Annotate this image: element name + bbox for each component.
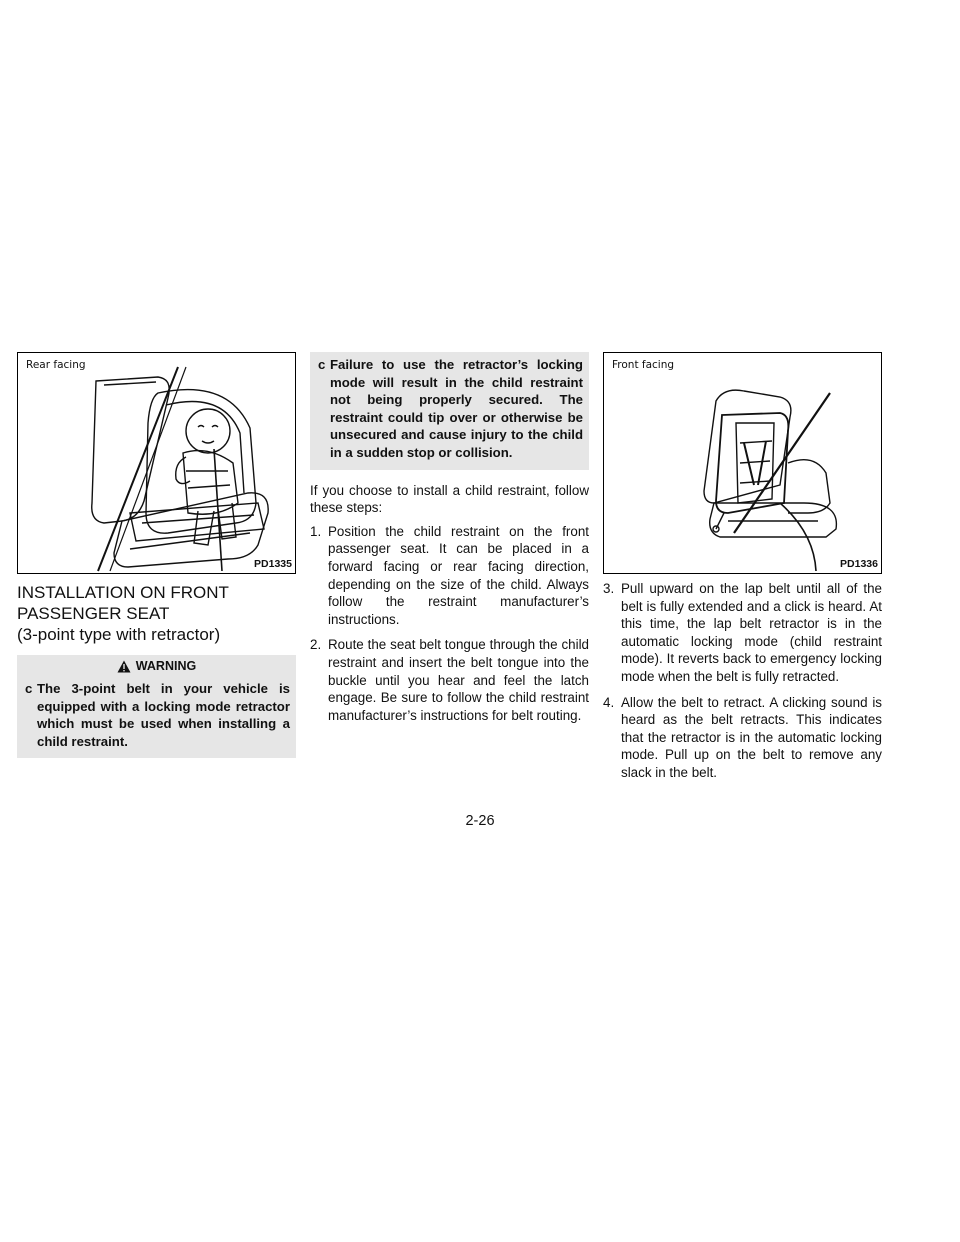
- rear-facing-illustration: [18, 353, 295, 573]
- step-item: [603, 694, 882, 782]
- front-facing-illustration: [604, 353, 881, 573]
- steps-list: [603, 580, 882, 782]
- step-text: Pull upward on the lap belt until all of the belt is fully extended and a click is heard. At this time, the lap belt retractor is in the automatic locking mode (child restraint mode). It reverts back to emergency locking mode when the belt is fully retracted.: [621, 581, 882, 684]
- warning-bullet: [17, 680, 296, 750]
- step-item: [310, 523, 589, 629]
- warning-bullet: [310, 356, 589, 462]
- warning-text: Failure to use the retractor’s locking mode will result in the child restraint not being properly secured. The restraint could tip over or otherwise be unsecured and cause injury to the child in a sudden stop or collision.: [330, 357, 583, 460]
- step-number: 3.: [603, 581, 615, 596]
- right-column: [603, 352, 882, 790]
- heading-line: (3-point type with retractor): [17, 625, 221, 644]
- warning-text: The 3-point belt in your vehicle is equipped with a locking mode retractor which must be used when installing a child restraint.: [37, 681, 290, 749]
- rear-facing-figure: [17, 352, 296, 574]
- left-column: [17, 352, 296, 758]
- warning-title: [17, 659, 296, 673]
- step-text: Position the child restraint on the front passenger seat. It can be placed in a forward facing or rear facing direction, depending on the size of the child. Always follow the restraint manufacturer’s instructions.: [328, 523, 589, 627]
- figure-caption: Rear facing: [26, 359, 86, 371]
- step-number: 4.: [603, 694, 615, 710]
- bullet-glyph: c: [25, 681, 33, 696]
- warning-box: [17, 655, 296, 758]
- step-number: 2.: [310, 637, 322, 653]
- warning-box-continued: [310, 352, 589, 470]
- figure-code: PD1336: [840, 558, 878, 570]
- step-text: Route the seat belt tongue through the child restraint and insert the belt tongue into the buckle until you hear and feel the latch engage. Be sure to follow the child restraint manufacturer’s instructions for belt routing.: [328, 637, 589, 723]
- bullet-glyph: c: [318, 357, 326, 372]
- warning-label: WARNING: [135, 659, 197, 673]
- step-item: [603, 580, 882, 686]
- step-text: Allow the belt to retract. A clicking sound is heard as the belt retracts. This indicates that the retractor is in the automatic locking mode. Pull up on the belt to remove any slack in the belt.: [621, 694, 882, 780]
- middle-column: [310, 352, 589, 732]
- step-item: [310, 636, 589, 724]
- page-number: 2-26: [465, 813, 495, 829]
- heading-line: INSTALLATION ON FRONT: [17, 583, 229, 602]
- front-facing-figure: [603, 352, 882, 574]
- section-heading: [17, 582, 296, 645]
- heading-line: PASSENGER SEAT: [17, 604, 170, 623]
- step-number: 1.: [310, 523, 322, 539]
- figure-caption: Front facing: [612, 359, 675, 371]
- figure-code: PD1335: [254, 558, 292, 570]
- warning-triangle-icon: [117, 660, 131, 673]
- intro-paragraph: If you choose to install a child restraint, follow these steps:: [310, 482, 589, 516]
